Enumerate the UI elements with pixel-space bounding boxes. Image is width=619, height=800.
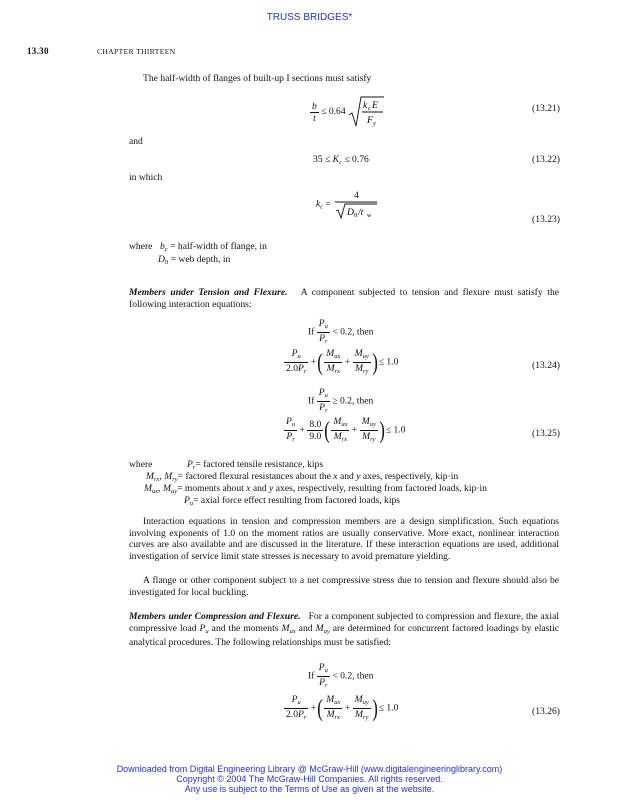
equation-13-25: $\frac{P_u}{P_r}$ + $\frac{8.0}{9.0}$ ( $\frac{M_{ux}}{M_{rx}}$ + $\frac{M_{uy}}{M_{ry}}$ )≤ 1.0 xyxy=(286,416,406,444)
chapter-label: CHAPTER THIRTEEN xyxy=(97,47,176,56)
eq-number-13-26: (13.26) xyxy=(532,706,560,717)
equation-13-23: $k_c$ = 4 D 0 /t w xyxy=(316,190,379,219)
interaction-paragraph: Interaction equations in tension and compression members are a design simplification. Such equations involving exponents of 1.0 on the moment ratios are usually conservative. More exact, nonlinear interaction curves are also available and are discussed in the literature. If these interaction equations are used, additional investigation of service limit state stresses is necessary to avoid premature yielding. xyxy=(129,516,559,562)
d0-definition: $D_0$ = web depth, in xyxy=(158,254,231,266)
equation-13-22: $35 \le K_c \le 0.76$ xyxy=(313,154,369,166)
svg-text:F: F xyxy=(367,115,373,126)
svg-text:/t: /t xyxy=(358,207,364,218)
condition-lt-tension: If $\frac{P_u}{P_r}$ < 0.2, then xyxy=(308,318,374,345)
svg-text:y: y xyxy=(373,120,376,127)
where-label-2: where xyxy=(129,459,153,470)
equation-13-26: $\frac{P_u}{2.0P_r}$ +( $\frac{M_{ux}}{M_{rx}}$ + $\frac{M_{uy}}{M_{ry}}$ )≤ 1.0 xyxy=(286,694,399,722)
mr-definition: $M_{rx}$, $M_{ry}=$ factored flexural resistances about the x and y axes, respectively, kip·in xyxy=(146,471,459,483)
and-text: and xyxy=(129,136,143,147)
running-title: TRUSS BRIDGES* xyxy=(266,12,353,23)
in-which-text: in which xyxy=(129,172,163,183)
svg-text:D: D xyxy=(347,207,355,218)
tension-flexure-heading: Members under Tension and Flexure. xyxy=(129,287,288,298)
compression-flexure-paragraph: Members under Compression and Flexure. For a component subjected to compression and flexure, the axial compressive load $P_u$ and the moments $M_{ux}$ and $M_{uy}$ are determined for concurrent factored loadings by elastic analytical procedures. The following relationships must be satisfied: xyxy=(129,611,560,649)
local-buckling-paragraph: A flange or other component subject to a net compressive stress due to tension and flexure should also be investigated for local buckling. xyxy=(129,575,559,598)
compression-flexure-heading: Members under Compression and Flexure. xyxy=(129,611,301,622)
halfwidth-text: The half-width of flanges of built-up I sections must satisfy xyxy=(143,73,372,84)
condition-lt-compression: If $\frac{P_u}{P_r}$ < 0.2, then xyxy=(308,662,374,689)
equation-13-21: $\frac{b}{t}$ ≤ 0.64 k c E F y xyxy=(310,95,384,129)
svg-text:k: k xyxy=(363,100,368,111)
svg-text:0: 0 xyxy=(354,212,358,219)
eq-number-13-23: (13.23) xyxy=(532,214,560,225)
footer-terms-link[interactable]: Any use is subject to the Terms of Use as given at the website. xyxy=(184,784,435,794)
equation-13-24: $\frac{P_u}{2.0P_r}$ +( $\frac{M_{ux}}{M_{rx}}$ + $\frac{M_{uy}}{M_{ry}}$ )≤ 1.0 xyxy=(286,348,399,376)
svg-text:w: w xyxy=(367,212,372,219)
svg-text:E: E xyxy=(372,100,378,111)
mu-definition: $M_{ux}$, $M_{uy}=$ moments about x and y axes, respectively, resulting from factored loads, kip·in xyxy=(144,483,487,495)
eq-number-13-24: (13.24) xyxy=(532,360,560,371)
eq-number-13-25: (13.25) xyxy=(532,428,560,439)
sqrt-symbol xyxy=(348,95,384,129)
page-number: 13.30 xyxy=(27,46,49,56)
eq-number-13-21: (13.21) xyxy=(532,103,560,114)
pr-definition: $P_r=$ factored tensile resistance, kips xyxy=(187,459,324,471)
condition-ge-tension: If $\frac{P_u}{P_r}$ ≥ 0.2, then xyxy=(308,387,374,414)
pu-definition: $P_u=$ axial force effect resulting from factored loads, kips xyxy=(184,495,401,507)
footer-download-link[interactable]: Downloaded from Digital Engineering Library @ McGraw-Hill (www.digitalengineeringlibrary.com) xyxy=(116,764,503,774)
bc-definition: $b_c$ = half-width of flange, in xyxy=(160,241,267,253)
tension-flexure-paragraph: Members under Tension and Flexure. A component subjected to tension and flexure must satisfy the following interaction equations: xyxy=(129,287,559,310)
footer-copyright: Copyright © 2004 The McGraw-Hill Companies. All rights reserved. xyxy=(176,774,443,784)
where-label-1: where xyxy=(129,241,153,252)
svg-text:c: c xyxy=(368,105,371,112)
eq21-coefficient: 0.64 xyxy=(328,106,346,118)
eq-number-13-22: (13.22) xyxy=(532,154,560,165)
